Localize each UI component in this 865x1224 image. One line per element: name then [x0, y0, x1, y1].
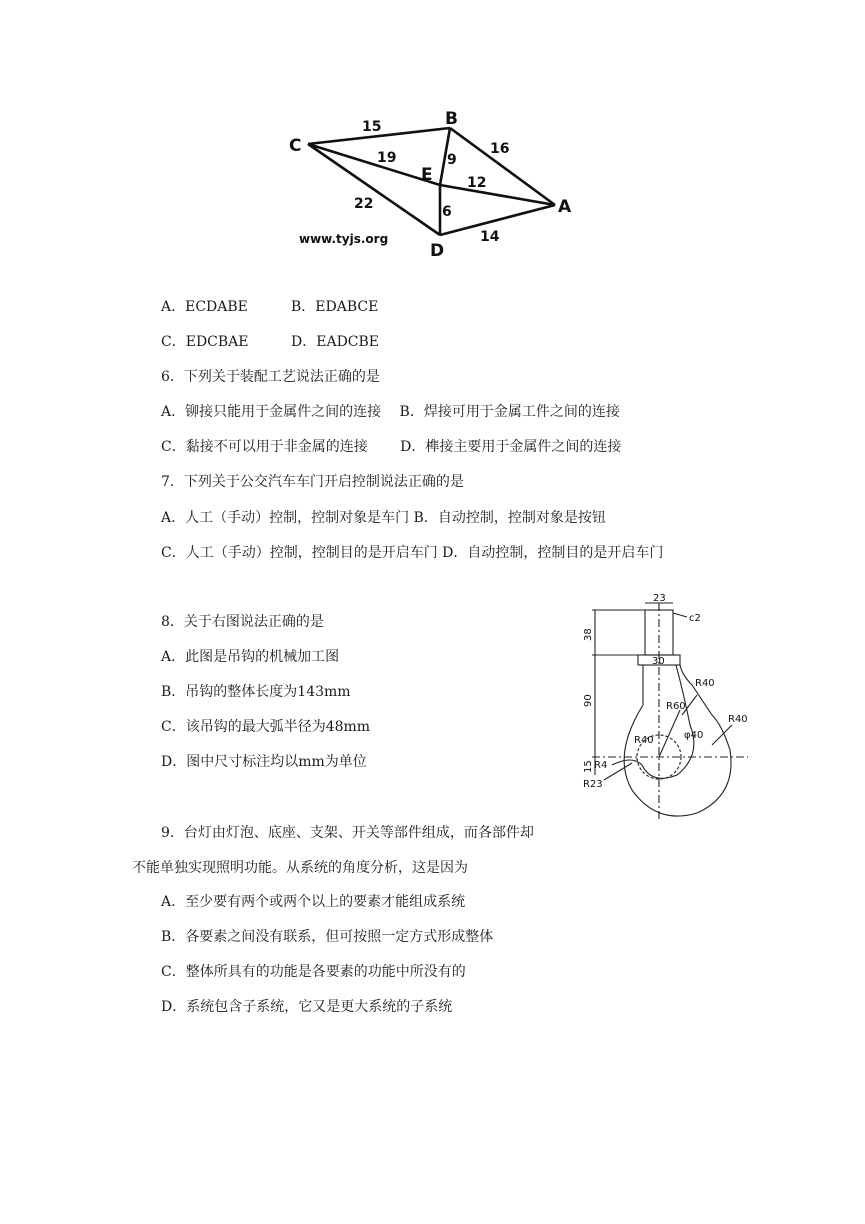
dim-offset: 15 — [583, 760, 594, 773]
edge-label-ba: 16 — [490, 141, 510, 157]
q8-option-c: C．该吊钩的最大弧半径为48mm — [161, 719, 371, 735]
q9-stem-line2: 不能单独实现照明功能。从系统的角度分析，这是因为 — [132, 860, 468, 876]
edge-label-ed: 6 — [442, 204, 452, 220]
dim-collar: 30 — [652, 656, 665, 667]
dim-r-right: R40 — [728, 714, 748, 725]
dim-leader-r60 — [659, 710, 680, 757]
q7-stem: 7．下列关于公交汽车车门开启控制说法正确的是 — [161, 474, 464, 490]
crane-hook-drawing — [572, 585, 752, 825]
dim-r-outer-right: R40 — [695, 678, 715, 689]
q5-option-d-letter: D． — [291, 334, 317, 350]
dim-leader-c2 — [673, 613, 687, 617]
dim-r-tip: R23 — [583, 779, 603, 790]
q5-option-b-text: EDABCE — [315, 299, 379, 315]
q6-options-line2: C．黏接不可以用于非金属的连接 D．榫接主要用于金属件之间的连接 — [161, 439, 622, 455]
dim-r-inner: R60 — [666, 701, 686, 712]
dim-chamfer: c2 — [689, 613, 701, 624]
node-d: D — [430, 241, 445, 261]
dim-body-len: 90 — [583, 694, 594, 707]
q5-option-b — [291, 297, 378, 317]
node-c: C — [289, 136, 302, 156]
q9-stem-line1: 9．台灯由灯泡、底座、支架、开关等部件组成，而各部件却 — [161, 825, 534, 841]
dim-r-small: R4 — [594, 760, 608, 771]
q6-stem: 6．下列关于装配工艺说法正确的是 — [161, 369, 380, 385]
edge-ba — [450, 128, 555, 205]
hook-shank — [645, 610, 673, 655]
q5-option-b-letter: B． — [291, 299, 316, 315]
q9-option-b: B．各要素之间没有联系，但可按照一定方式形成整体 — [161, 929, 494, 945]
q9-option-a: A．至少要有两个或两个以上的要素才能组成系统 — [161, 894, 466, 910]
q5-option-c-text: EDCBAE — [185, 334, 249, 350]
edge-label-ce: 19 — [377, 150, 397, 166]
node-b: B — [445, 109, 458, 129]
edge-label-cb: 15 — [362, 119, 382, 135]
edge-ea — [440, 185, 555, 205]
q8-option-a: A．此图是吊钩的机械加工图 — [161, 649, 340, 665]
q5-option-a-text: ECDABE — [185, 299, 248, 315]
edge-label-eb: 9 — [447, 152, 457, 168]
edge-label-da: 14 — [480, 229, 500, 245]
dim-leader-r40-right — [712, 725, 732, 745]
q5-option-d — [291, 332, 379, 352]
q8-stem: 8．关于右图说法正确的是 — [161, 614, 324, 630]
q8-option-d: D．图中尺寸标注均以mm为单位 — [161, 754, 367, 770]
node-a: A — [558, 197, 572, 217]
dim-dia: φ40 — [684, 730, 704, 741]
edge-label-ea: 12 — [467, 175, 487, 191]
graph-watermark: www.tyjs.org — [299, 232, 389, 246]
node-e: E — [421, 165, 433, 185]
q9-option-c: C．整体所具有的功能是各要素的功能中所没有的 — [161, 964, 466, 980]
dim-shank-len: 38 — [583, 628, 594, 641]
q5-option-c — [161, 332, 249, 352]
edge-cd — [308, 144, 440, 235]
q7-options-line1: A．人工（手动）控制，控制对象是车门 B．自动控制，控制对象是按钮 — [161, 510, 606, 526]
q5-option-a — [161, 297, 248, 317]
q9-option-d: D．系统包含子系统，它又是更大系统的子系统 — [161, 999, 453, 1015]
edge-label-cd: 22 — [354, 196, 374, 212]
q7-options-line2: C．人工（手动）控制，控制目的是开启车门 D．自动控制，控制目的是开启车门 — [161, 545, 664, 561]
dim-r-mid: R40 — [634, 735, 654, 746]
route-graph-figure — [280, 100, 580, 265]
q6-options-line1: A．铆接只能用于金属件之间的连接 B．焊接可用于金属工件之间的连接 — [161, 404, 620, 420]
q5-option-c-letter: C． — [161, 334, 186, 350]
q8-option-b: B．吊钩的整体长度为143mm — [161, 684, 351, 700]
dim-leader-r23 — [604, 763, 632, 780]
q5-option-a-letter: A． — [161, 299, 186, 315]
q5-option-d-text: EADCBE — [316, 334, 380, 350]
dim-top-width: 23 — [653, 593, 666, 604]
